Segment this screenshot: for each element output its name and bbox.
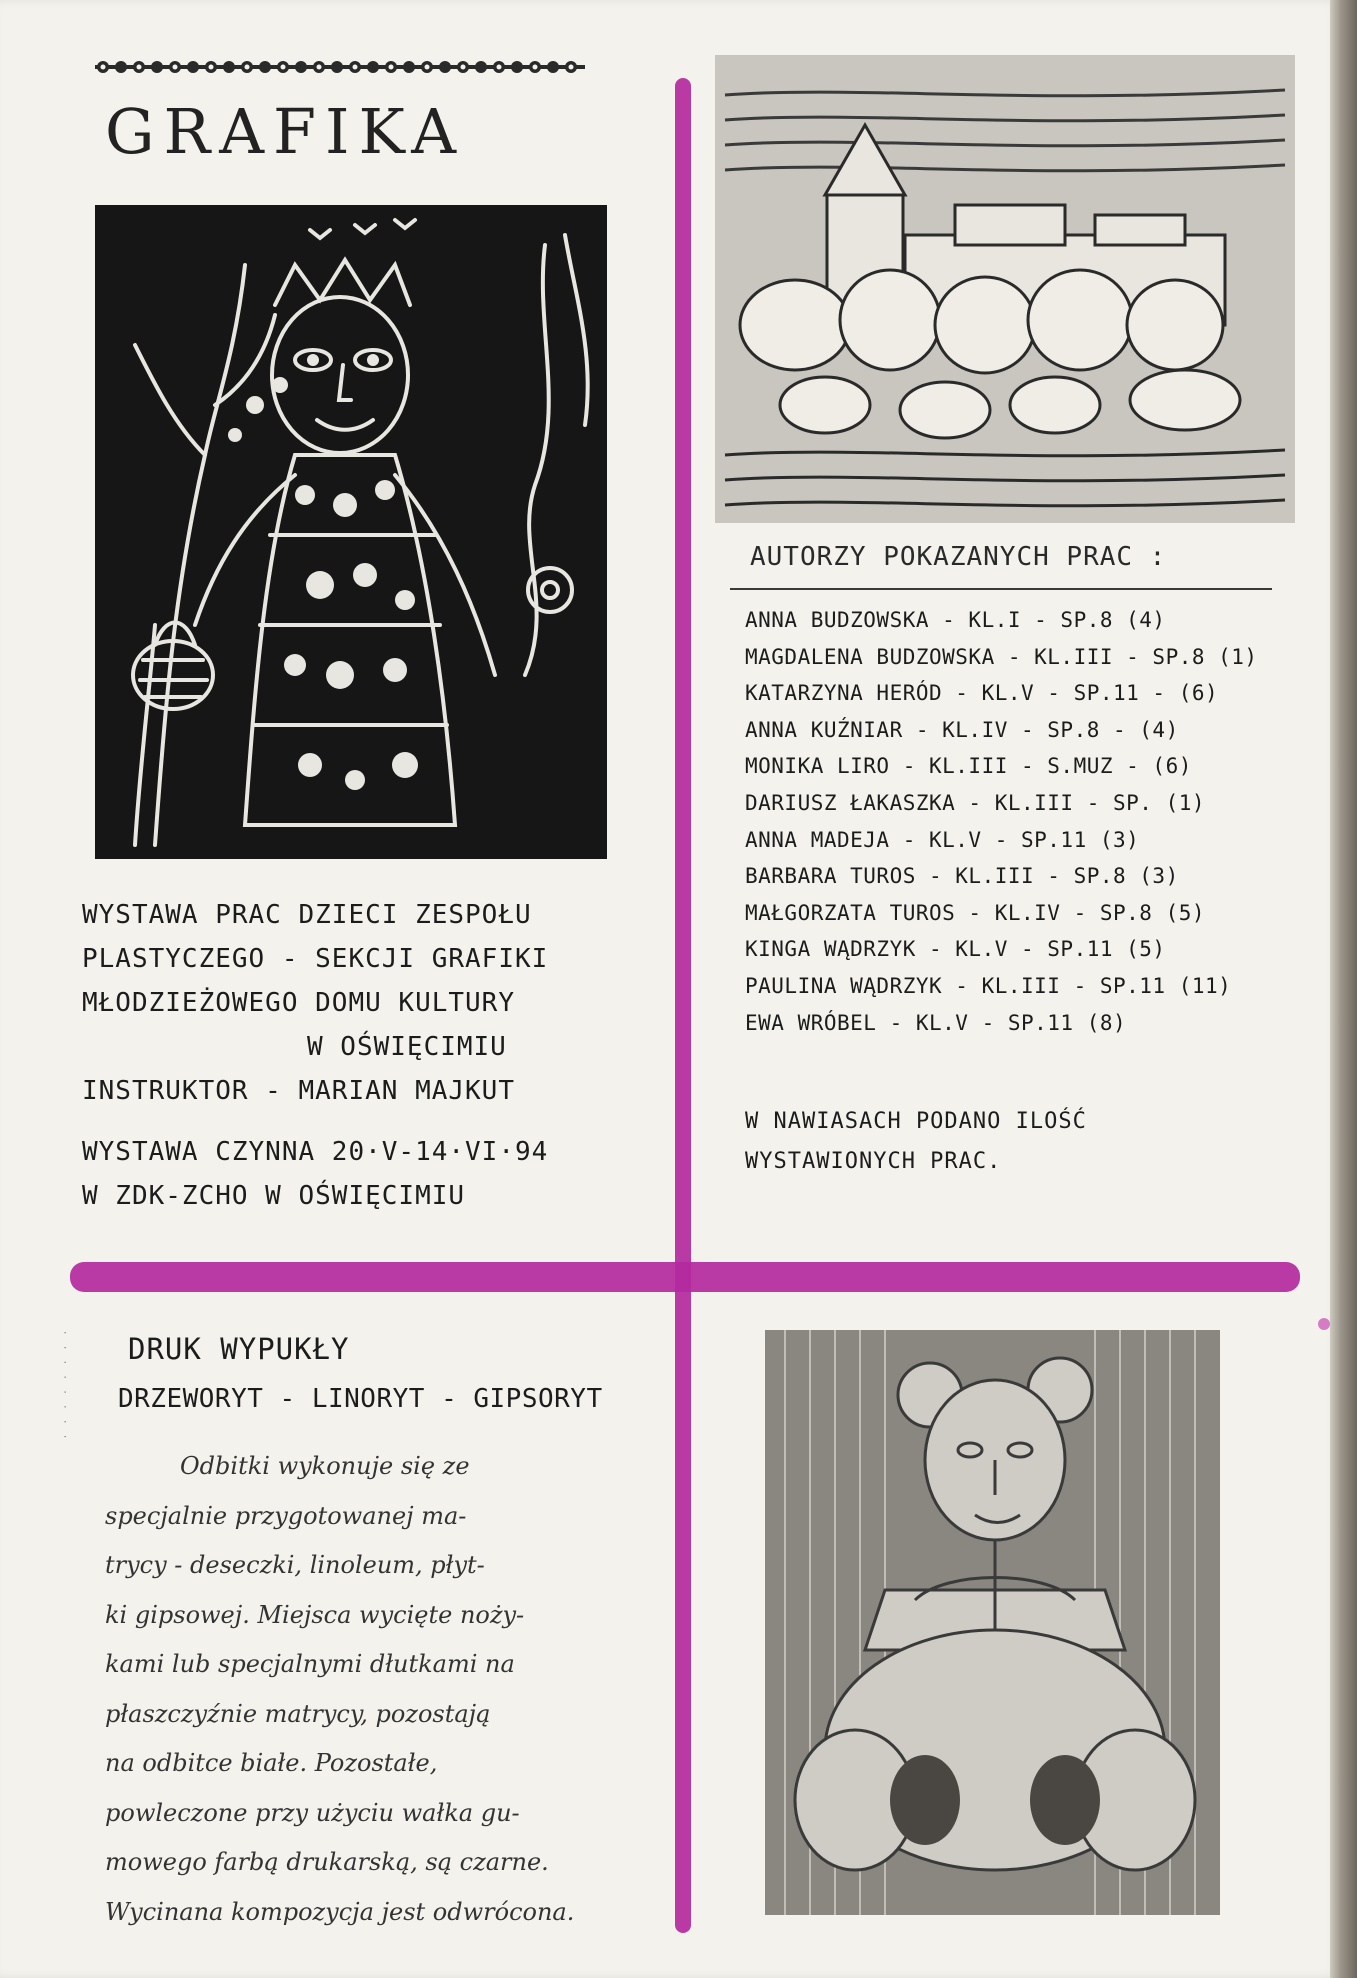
description-line: powleczone przy użyciu wałka gu- [105, 1798, 520, 1827]
description-line: kami lub specjalnymi dłutkami na [105, 1650, 515, 1678]
linocut-print-castle [715, 55, 1295, 523]
description-line: Wycinana kompozycja jest odwrócona. [105, 1897, 575, 1926]
relief-print-description [105, 1442, 665, 1937]
author-entry: EWA WRÓBEL - KL.V - SP.11 (8) [745, 1010, 1127, 1035]
exhibition-line: W OŚWIĘCIMIU [307, 1032, 507, 1062]
exhibition-info [82, 893, 642, 1113]
author-entry: BARBARA TUROS - KL.III - SP.8 (3) [745, 864, 1179, 889]
author-entry: ANNA MADEJA - KL.V - SP.11 (3) [745, 827, 1140, 852]
dates-line: WYSTAWA CZYNNA 20·V-14·VI·94 [82, 1137, 549, 1167]
exhibition-dates [82, 1130, 548, 1218]
authors-list [745, 602, 1258, 1041]
exhibition-line: MŁODZIEŻOWEGO DOMU KULTURY [82, 988, 515, 1018]
authors-note [745, 1102, 1087, 1182]
description-line: specjalnie przygotowanej ma- [105, 1501, 467, 1530]
author-entry: MAŁGORZATA TUROS - KL.IV - SP.8 (5) [745, 900, 1206, 925]
author-entry: PAULINA WĄDRZYK - KL.III - SP.11 (11) [745, 973, 1232, 998]
exhibition-line: WYSTAWA PRAC DZIECI ZESPOŁU [82, 900, 532, 930]
note-line: W NAWIASACH PODANO ILOŚĆ [745, 1109, 1087, 1134]
description-line: Odbitki wykonuje się ze [180, 1452, 470, 1480]
author-entry: ANNA BUDZOWSKA - KL.I - SP.8 (4) [745, 608, 1166, 632]
relief-print-subheading: DRZEWORYT - LINORYT - GIPSORYT [118, 1384, 603, 1414]
castle-print-illustration [715, 55, 1295, 523]
description-line: mowego farbą drukarską, są czarne. [105, 1848, 549, 1876]
description-line: trycy - deseczki, linoleum, płyt- [105, 1551, 485, 1579]
authors-heading: AUTORZY POKAZANYCH PRAC : [750, 542, 1167, 572]
author-entry: KATARZYNA HERÓD - KL.V - SP.11 - (6) [745, 681, 1219, 706]
description-line: ki gipsowej. Miejsca wycięte noży- [105, 1600, 525, 1629]
instructor-line: INSTRUKTOR - MARIAN MAJKUT [82, 1076, 515, 1106]
heading-underline [730, 588, 1272, 590]
author-entry: ANNA KUŹNIAR - KL.IV - SP.8 - (4) [745, 717, 1179, 742]
description-line: na odbitce białe. Pozostałe, [105, 1749, 438, 1777]
page-title: GRAFIKA [105, 95, 466, 168]
marker-divider-horizontal [70, 1262, 1300, 1292]
marker-divider-vertical [675, 78, 691, 1933]
author-entry: DARIUSZ ŁAKASZKA - KL.III - SP. (1) [745, 790, 1206, 815]
note-line: WYSTAWIONYCH PRAC. [745, 1149, 1002, 1174]
linocut-print-figure [765, 1330, 1220, 1915]
exhibition-line: PLASTYCZEGO - SEKCJI GRAFIKI [82, 944, 549, 974]
description-line: płaszczyźnie matrycy, pozostają [105, 1699, 491, 1728]
author-entry: KINGA WĄDRZYK - KL.V - SP.11 (5) [745, 937, 1166, 962]
ink-spot [1318, 1318, 1330, 1330]
girl-print-illustration [95, 205, 607, 859]
linocut-print-girl [95, 205, 607, 859]
author-entry: MAGDALENA BUDZOWSKA - KL.III - SP.8 (1) [745, 644, 1258, 669]
page-edge [1330, 0, 1357, 1978]
venue-line: W ZDK-ZCHO W OŚWIĘCIMIU [82, 1181, 466, 1211]
figure-print-illustration [765, 1330, 1220, 1915]
ornament-border [95, 55, 585, 79]
author-entry: MONIKA LIRO - KL.III - S.MUZ - (6) [745, 754, 1192, 779]
relief-print-heading: DRUK WYPUKŁY [128, 1332, 350, 1366]
side-margin-marks: · · · · · · · · [59, 1330, 69, 1442]
